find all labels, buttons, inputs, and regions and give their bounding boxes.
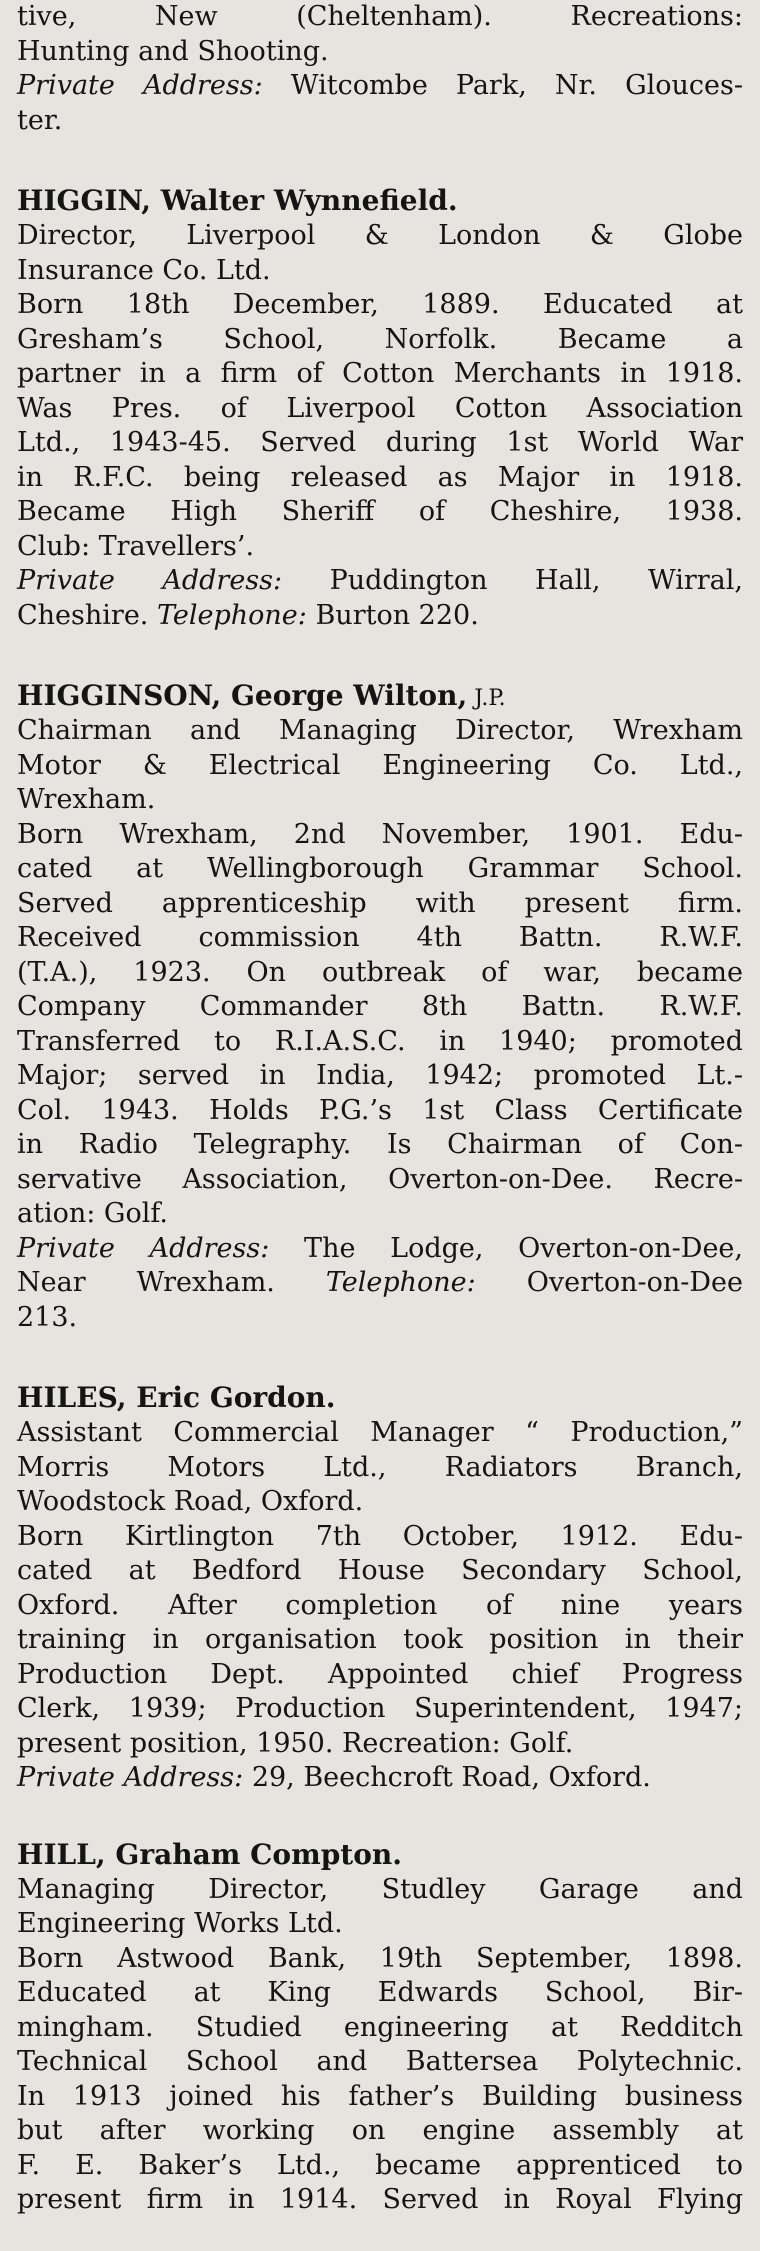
- telephone-value: Burton 220.: [306, 599, 479, 631]
- text-line: Served apprenticeship with present firm.: [17, 887, 743, 919]
- text-line: (T.A.), 1923. On outbreak of war, became: [17, 956, 743, 988]
- text-line: ter.: [17, 104, 63, 136]
- text-line: Chairman and Managing Director, Wrexham: [17, 715, 743, 746]
- text-line: in R.F.C. being released as Major in 1918.: [17, 461, 743, 493]
- text-line: Engineering Works Ltd.: [17, 1908, 343, 1939]
- text-line: Was Pres. of Liverpool Cotton Association: [17, 392, 743, 424]
- text-line: Club: Travellers’.: [17, 530, 255, 562]
- private-address-value: The Lodge, Overton-on-Dee,: [269, 1232, 743, 1264]
- text-line: cated at Wellingborough Grammar School.: [17, 853, 743, 884]
- text-line: ation: Golf.: [17, 1198, 168, 1229]
- private-address-value: Near Wrexham.: [17, 1267, 326, 1298]
- entry-name-text: HIGGINSON, George Wilton,: [17, 679, 468, 712]
- text-line: In 1913 joined his father’s Building business: [17, 2080, 743, 2112]
- telephone-label: Telephone:: [325, 1267, 476, 1298]
- text-line: Hunting and Shooting.: [17, 35, 329, 67]
- entry-name: HIGGIN, Walter Wynnefield.: [17, 184, 458, 217]
- directory-entry: [17, 1380, 743, 1796]
- text-line: Became High Sheriff of Cheshire, 1938.: [17, 496, 743, 527]
- text-line: Woodstock Road, Oxford.: [17, 1486, 364, 1517]
- text-line: F. E. Baker’s Ltd., became apprenticed to: [17, 2149, 743, 2181]
- text-line: servative Association, Overton-on-Dee. Recre-: [17, 1163, 743, 1195]
- text-line: Received commission 4th Battn. R.W.F.: [17, 922, 743, 953]
- private-address-label: Private Address:: [17, 1762, 244, 1793]
- text-line: tive, New (Cheltenham). Recreations:: [17, 1, 743, 32]
- private-address-value: Puddington Hall, Wirral,: [282, 565, 743, 596]
- text-line: Clerk, 1939; Production Superintendent, 1947;: [17, 1693, 743, 1724]
- text-line: Production Dept. Appointed chief Progress: [17, 1658, 743, 1690]
- text-line: present firm in 1914. Served in Royal Flying: [17, 2184, 743, 2215]
- text-line: training in organisation took position in their: [17, 1624, 743, 1655]
- entry-name: HILES, Eric Gordon.: [17, 1381, 336, 1414]
- text-line: Educated at King Edwards School, Bir-: [17, 1977, 743, 2008]
- text-line: but after working on engine assembly at: [17, 2115, 743, 2146]
- text-line: Director, Liverpool & London & Globe: [17, 220, 743, 251]
- text-line: Major; served in India, 1942; promoted Lt.-: [17, 1060, 743, 1091]
- private-address-label: Private Address:: [17, 1232, 270, 1264]
- text-line: cated at Bedford House Secondary School,: [17, 1555, 743, 1586]
- text-line: mingham. Studied engineering at Redditch: [17, 2011, 743, 2043]
- text-line: Born 18th December, 1889. Educated at: [17, 289, 743, 320]
- entry-name: [17, 678, 743, 714]
- entry-fragment: [17, 0, 743, 138]
- address-telephone-line: [17, 599, 743, 634]
- telephone-continuation: 213.: [17, 1301, 78, 1333]
- text-line: Col. 1943. Holds P.G.’s 1st Class Certificate: [17, 1094, 743, 1126]
- private-address-line: [17, 564, 743, 599]
- private-address-label: Private Address:: [17, 565, 283, 596]
- text-line: in Radio Telegraphy. Is Chairman of Con-: [17, 1129, 743, 1160]
- text-line: Oxford. After completion of nine years: [17, 1589, 743, 1621]
- text-line: Assistant Commercial Manager “ Production,”: [17, 1417, 743, 1448]
- text-line: present position, 1950. Recreation: Golf.: [17, 1727, 574, 1759]
- private-address-line: [17, 1761, 743, 1796]
- text-line: Technical School and Battersea Polytechnic.: [17, 2046, 743, 2077]
- text-line: partner in a firm of Cotton Merchants in 1918.: [17, 358, 743, 389]
- text-line: Born Astwood Bank, 19th September, 1898.: [17, 1942, 743, 1974]
- text-line: Ltd., 1943-45. Served during 1st World War: [17, 427, 743, 458]
- entry-name: HILL, Graham Compton.: [17, 1837, 402, 1871]
- private-address-line: [17, 69, 743, 104]
- text-line: Insurance Co. Ltd.: [17, 254, 271, 286]
- address-telephone-line: [17, 1266, 743, 1301]
- text-line: Morris Motors Ltd., Radiators Branch,: [17, 1451, 743, 1483]
- private-address-label: Private Address:: [17, 70, 263, 101]
- text-line: Transferred to R.I.A.S.C. in 1940; promoted: [17, 1025, 743, 1057]
- directory-entry: [17, 678, 743, 1335]
- text-line: Company Commander 8th Battn. R.W.F.: [17, 991, 743, 1022]
- telephone-value: Overton-on-Dee: [475, 1267, 743, 1298]
- text-line: Gresham’s School, Norfolk. Became a: [17, 323, 743, 355]
- text-line: Managing Director, Studley Garage and: [17, 1873, 743, 1905]
- text-line: Born Wrexham, 2nd November, 1901. Edu-: [17, 818, 743, 850]
- text-line: Born Kirtlington 7th October, 1912. Edu-: [17, 1520, 743, 1552]
- private-address-value: Cheshire.: [17, 599, 157, 631]
- text-line: Wrexham.: [17, 784, 156, 815]
- directory-entry: [17, 183, 743, 633]
- private-address-value: Witcombe Park, Nr. Glouces-: [262, 70, 744, 101]
- telephone-label: Telephone:: [156, 599, 307, 631]
- private-address-line: [17, 1232, 743, 1267]
- directory-entry: [17, 1837, 743, 2218]
- text-line: Motor & Electrical Engineering Co. Ltd.,: [17, 749, 743, 781]
- entry-name-suffix: J.P.: [467, 686, 506, 711]
- private-address-value: 29, Beechcroft Road, Oxford.: [243, 1762, 651, 1793]
